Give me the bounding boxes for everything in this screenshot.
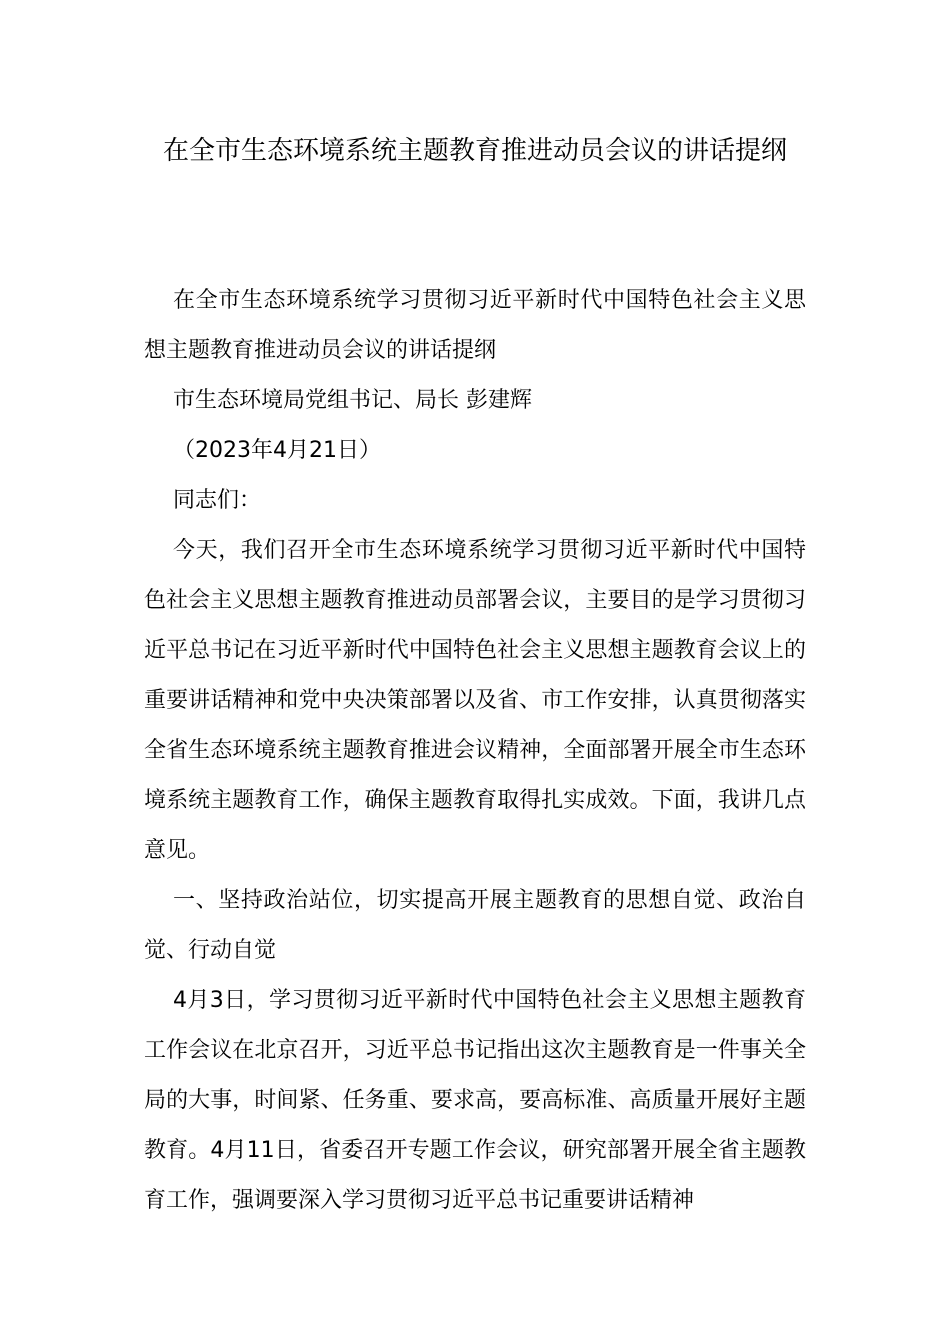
salutation: 同志们： <box>173 488 262 513</box>
date-line: （2023年4月21日） <box>173 438 381 463</box>
subtitle-paragraph: 在全市生态环境系统学习贯彻习近平新时代中国特色社会主义思想主题教育推进动员会议的讲话提纲 <box>144 288 806 363</box>
intro-paragraph: 今天，我们召开全市生态环境系统学习贯彻习近平新时代中国特色社会主义思想主题教育推进动员部署会议，主要目的是学习贯彻习近平总书记在习近平新时代中国特色社会主义思想主题教育会议上的重要讲话精神和党中央决策部署以及省、市工作安排，认真贯彻落实全省生态环境系统主题教育推进会议精神，全面部署开展全市生态环境系统主题教育工作，确保主题教育取得扎实成效。下面，我讲几点意见。 <box>144 538 806 863</box>
section-heading-1: 一、坚持政治站位，切实提高开展主题教育的思想自觉、政治自觉、行动自觉 <box>144 888 806 963</box>
document-body <box>144 276 806 1226</box>
document-title: 在全市生态环境系统主题教育推进动员会议的讲话提纲 <box>162 136 787 166</box>
section-paragraph-1: 4月3日，学习贯彻习近平新时代中国特色社会主义思想主题教育工作会议在北京召开，习近平总书记指出这次主题教育是一件事关全局的大事，时间紧、任务重、要求高，要高标准、高质量开展好主题教育。4月11日，省委召开专题工作会议，研究部署开展全省主题教育工作，强调要深入学习贯彻习近平总书记重要讲话精神 <box>144 988 806 1213</box>
speaker-line: 市生态环境局党组书记、局长 彭建辉 <box>173 388 532 413</box>
